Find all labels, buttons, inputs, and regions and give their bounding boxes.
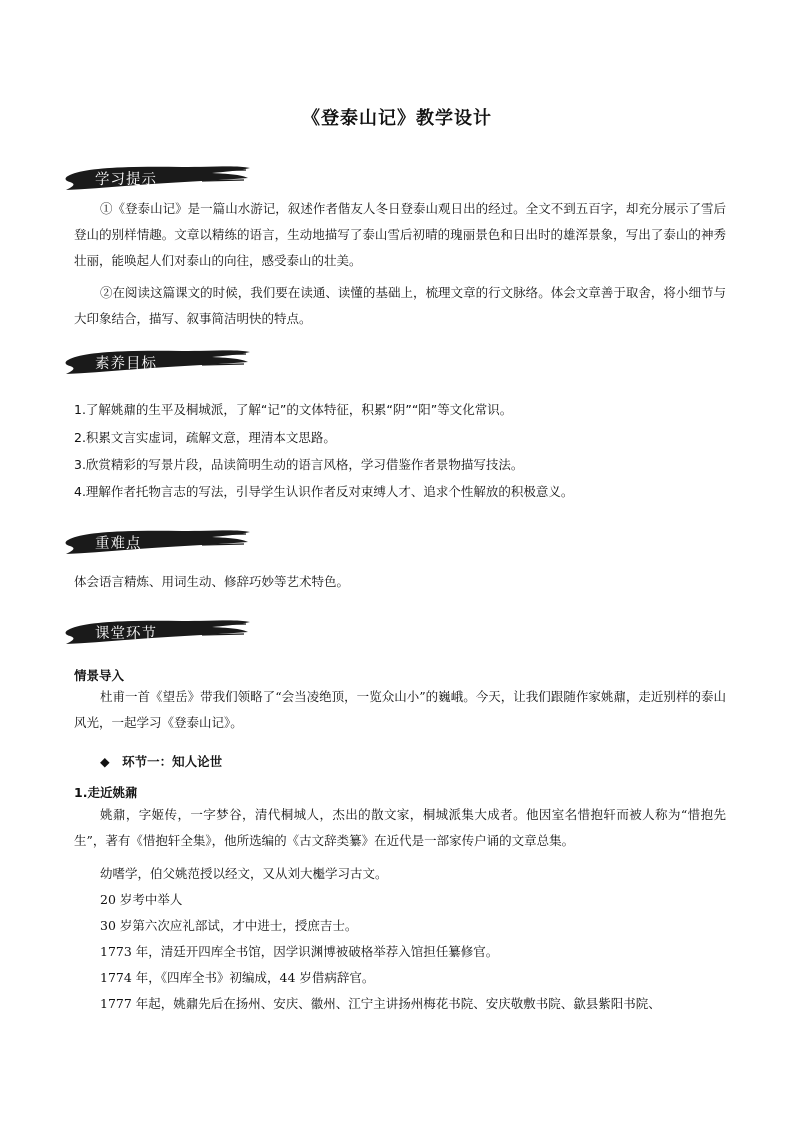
goal-item-1: 1.了解姚鼐的生平及桐城派，了解“记”的文体特征，积累“阴”“阳”等文化常识。 — [74, 402, 513, 417]
timeline-item: 20 岁考中举人 — [100, 892, 183, 907]
section-banner-tips — [62, 162, 252, 192]
brush-stroke-icon — [62, 162, 252, 192]
section-heading: 课堂环节 — [95, 626, 157, 642]
goal-item-2: 2.积累文言实虚词，疏解文意，理清本文思路。 — [74, 430, 336, 445]
timeline-item: 30 岁第六次应礼部试，才中进士，授庶吉士。 — [100, 918, 358, 933]
brush-stroke-icon — [62, 346, 252, 376]
subheading-author: 1.走近姚鼐 — [74, 785, 138, 800]
section-banner-class — [62, 616, 252, 646]
section-heading: 素养目标 — [95, 356, 157, 372]
timeline-item: 幼嗜学，伯父姚范授以经文，又从刘大櫆学习古文。 — [100, 866, 388, 881]
timeline-item: 1777 年起，姚鼐先后在扬州、安庆、徽州、江宁主讲扬州梅花书院、安庆敬敷书院、歙县紫阳书院、 — [100, 996, 661, 1011]
section-heading: 学习提示 — [95, 172, 157, 188]
document-title: 《登泰山记》教学设计 — [302, 108, 492, 129]
author-bio: 姚鼐，字姬传，一字梦谷，清代桐城人，杰出的散文家，桐城派集大成者。他因室名惜抱轩而被人称为“惜抱先生”，著有《惜抱轩全集》，他所选编的《古文辞类纂》在近代是一部家传户诵的文章总集。 — [74, 807, 726, 848]
section-banner-key-points — [62, 526, 252, 556]
goal-item-3: 3.欣赏精彩的写景片段，品读简明生动的语言风格，学习借鉴作者景物描写技法。 — [74, 457, 524, 472]
brush-stroke-icon — [62, 616, 252, 646]
goal-item-4: 4.理解作者托物言志的写法，引导学生认识作者反对束缚人才、追求个性解放的积极意义。 — [74, 484, 574, 499]
section-heading: 重难点 — [95, 536, 142, 552]
step-1-heading: ◆ 环节一：知人论世 — [100, 754, 223, 769]
tips-paragraph-2: ②在阅读这篇课文的时候，我们要在读通、读懂的基础上，梳理文章的行文脉络。体会文章善于取舍，将小细节与大印象结合，描写、叙事简洁明快的特点。 — [74, 285, 726, 326]
intro-text: 杜甫一首《望岳》带我们领略了“会当凌绝顶，一览众山小”的巍峨。今天，让我们跟随作家姚鼐，走近别样的泰山风光，一起学习《登泰山记》。 — [74, 689, 726, 730]
tips-paragraph-1: ①《登泰山记》是一篇山水游记，叙述作者偕友人冬日登泰山观日出的经过。全文不到五百字，却充分展示了雪后登山的别样情趣。文章以精练的语言，生动地描写了泰山雪后初晴的瑰丽景色和日出时的雄浑景象，写出了泰山的神秀壮丽，能唤起人们对泰山的向往，感受泰山的壮美。 — [74, 201, 726, 268]
timeline-item: 1773 年，清廷开四库全书馆，因学识渊博被破格举荐入馆担任纂修官。 — [100, 944, 499, 959]
intro-heading: 情景导入 — [74, 668, 125, 683]
timeline-item: 1774 年，《四库全书》初编成，44 岁借病辞官。 — [100, 970, 375, 985]
section-banner-goals — [62, 346, 252, 376]
key-points-text: 体会语言精炼、用词生动、修辞巧妙等艺术特色。 — [74, 574, 350, 589]
brush-stroke-icon — [62, 526, 252, 556]
